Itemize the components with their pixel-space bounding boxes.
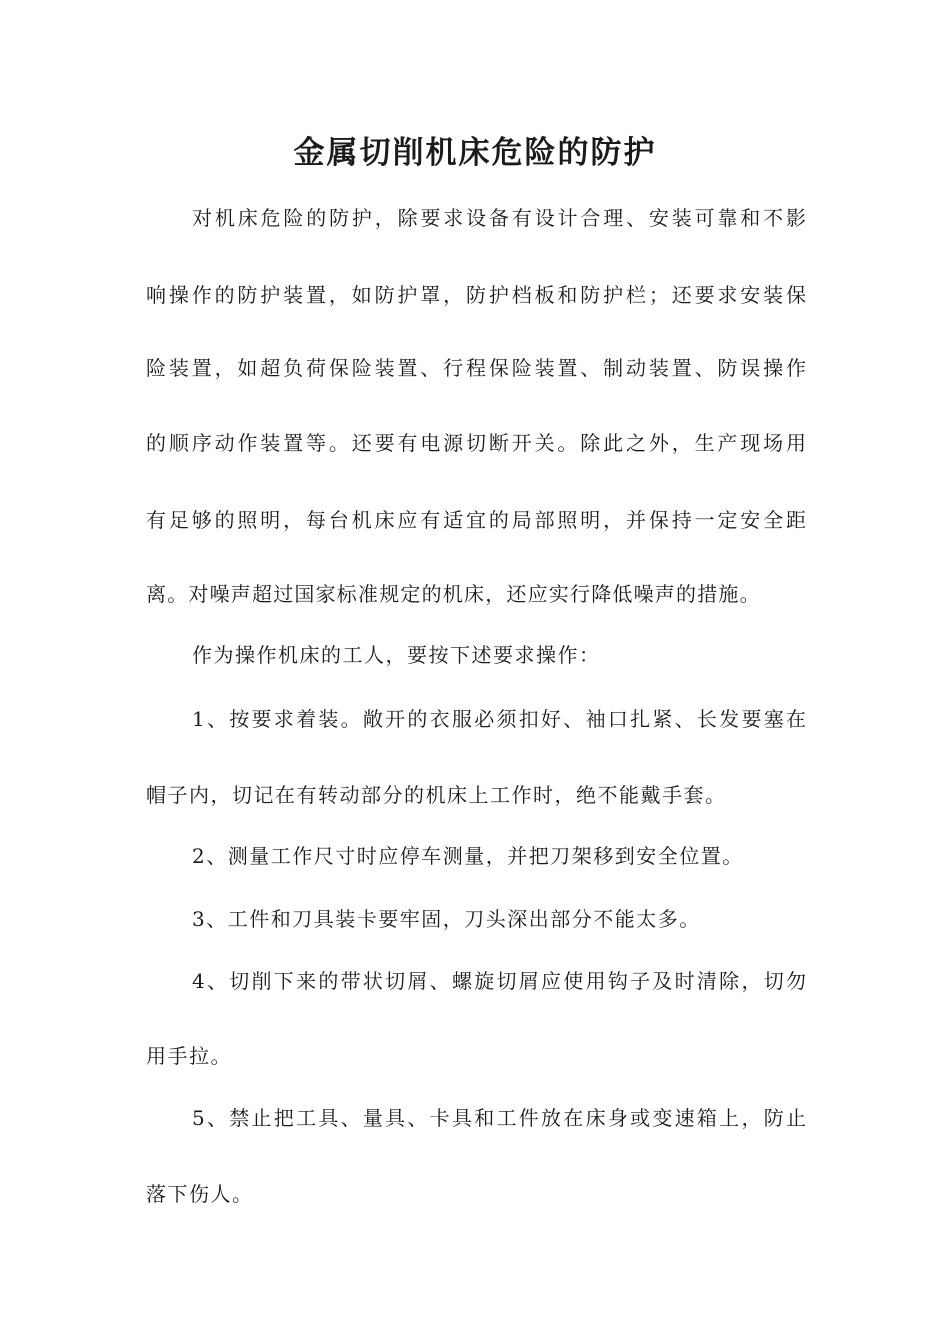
list-item-line: 5、禁止把工具、量具、卡具和工件放在床身或变速箱上，防止 <box>192 1106 806 1130</box>
paragraph-line: 有足够的照明，每台机床应有适宜的局部照明，并保持一定安全距 <box>146 508 806 532</box>
list-item-line: 帽子内，切记在有转动部分的机床上工作时，绝不能戴手套。 <box>146 783 727 807</box>
list-item-line: 1、按要求着装。敞开的衣服必须扣好、袖口扎紧、长发要塞在 <box>192 707 806 731</box>
list-item-line: 2、测量工作尺寸时应停车测量，并把刀架移到安全位置。 <box>192 844 744 868</box>
list-item-line: 用手拉。 <box>146 1044 232 1068</box>
list-item-line: 4、切削下来的带状切屑、螺旋切屑应使用钩子及时清除，切勿 <box>192 969 806 993</box>
paragraph-line: 离。对噪声超过国家标准规定的机床，还应实行降低噪声的措施。 <box>146 582 761 606</box>
list-item-line: 落下伤人。 <box>146 1182 254 1206</box>
paragraph-line: 响操作的防护装置，如防护罩，防护档板和防护栏；还要求安装保 <box>146 283 806 307</box>
list-item-line: 3、工件和刀具装卡要牢固，刀头深出部分不能太多。 <box>192 907 701 931</box>
paragraph-line: 的顺序动作装置等。还要有电源切断开关。除此之外，生产现场用 <box>146 431 806 455</box>
paragraph-line: 险装置，如超负荷保险装置、行程保险装置、制动装置、防误操作 <box>146 356 806 380</box>
document-title: 金属切削机床危险的防护 <box>293 135 657 171</box>
paragraph-line: 作为操作机床的工人，要按下述要求操作： <box>192 643 601 667</box>
paragraph-line: 对机床危险的防护，除要求设备有设计合理、安装可靠和不影 <box>192 206 806 230</box>
